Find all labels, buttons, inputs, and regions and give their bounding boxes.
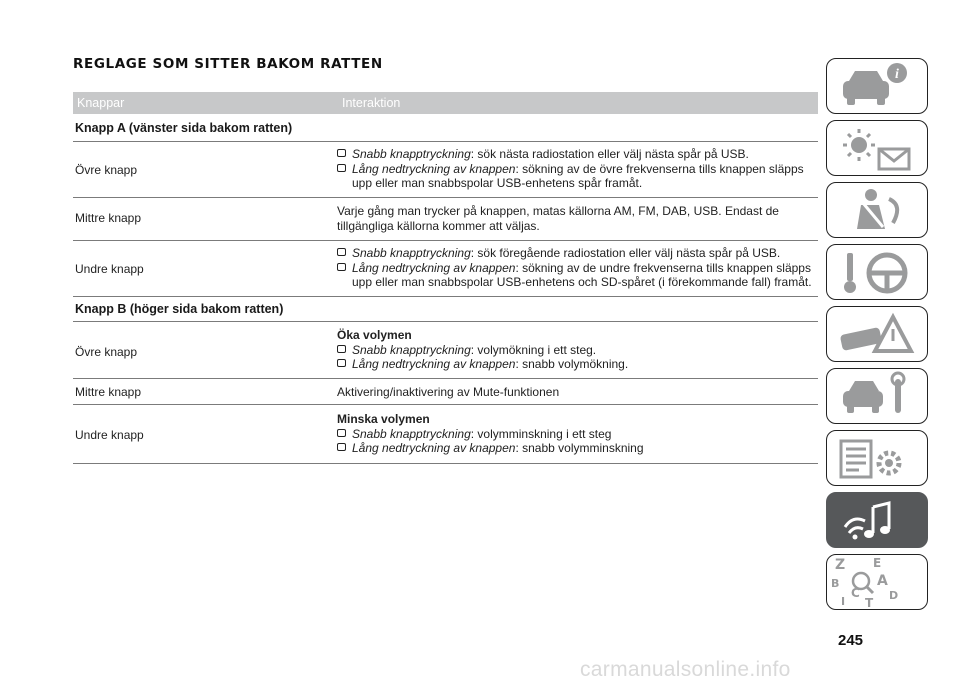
checkbox-bullet-icon: [337, 359, 346, 367]
tab-starting-driving[interactable]: [826, 244, 928, 300]
list-item: [337, 261, 817, 290]
bullet-emphasis: Snabb knapptryckning: [352, 426, 471, 441]
index-letter: E: [873, 556, 882, 570]
checkbox-bullet-icon: [337, 263, 346, 271]
header-col-buttons: Knappar: [77, 96, 125, 110]
index-letter: D: [889, 589, 899, 602]
seatbelt-airbag-icon: [827, 183, 929, 239]
bullet-emphasis: Lång nedtryckning av knappen: [352, 357, 516, 371]
row-label: Övre knapp: [75, 163, 138, 177]
multimedia-icon: [827, 493, 929, 549]
row-description: Varje gång man trycker på knappen, matas källorna AM, FM, DAB, USB. Endast de tillgängliga källorna kommer att väljas.: [337, 204, 779, 233]
bullet-text: : snabb volymminskning: [515, 441, 644, 455]
checkbox-bullet-icon: [337, 248, 346, 256]
list-item: [337, 147, 817, 162]
row-label: Övre knapp: [75, 345, 138, 359]
checkbox-bullet-icon: [337, 149, 346, 157]
index-letter: Z: [835, 557, 846, 573]
tab-index[interactable]: [826, 554, 928, 610]
tab-maintenance[interactable]: [826, 368, 928, 424]
bullet-text: : sökning av de undre frekvenserna tills knappen släpps upp eller man snabbspolar USB-enhetens och SD-spåret (i förekommande fall) framåt.: [352, 260, 812, 289]
bullet-emphasis: Lång nedtryckning av knappen: [352, 161, 516, 176]
watermark: carmanualsonline.info: [580, 658, 791, 681]
list-item: [337, 343, 817, 358]
bullet-emphasis: Snabb knapptryckning: [352, 147, 471, 161]
section-heading-a-text: Knapp A (vänster sida bakom ratten): [75, 121, 293, 135]
technical-data-icon: [827, 431, 929, 487]
bullet-text: : snabb volymökning.: [515, 357, 629, 371]
header-col-interaction: Interaktion: [342, 96, 401, 110]
checkbox-bullet-icon: [337, 429, 346, 437]
row-description: [337, 147, 817, 191]
section-heading-b: [73, 299, 818, 322]
checkbox-bullet-icon: [337, 164, 346, 172]
tab-multimedia[interactable]: [826, 492, 928, 548]
table-row: [73, 198, 818, 241]
row-label: Mittre knapp: [75, 385, 142, 399]
tab-car-info[interactable]: [826, 58, 928, 114]
bullet-text: : volymökning i ett steg.: [470, 342, 597, 357]
list-item: [337, 427, 817, 442]
bullet-emphasis: Snabb knapptryckning: [352, 246, 471, 260]
index-letter: I: [841, 595, 846, 608]
checkbox-bullet-icon: [337, 443, 346, 451]
index-letter: B: [831, 577, 840, 590]
tab-technical-data[interactable]: [826, 430, 928, 486]
key-steering-wheel-icon: [827, 245, 929, 301]
row-label: Undre knapp: [75, 428, 144, 442]
bullet-text: : sökning av de övre frekvenserna tills knappen släpps upp eller man snabbspolar USB-enhetens spår framåt.: [352, 161, 804, 190]
bullet-text: : sök nästa radiostation eller välj nästa spår på USB.: [470, 147, 749, 161]
tab-emergency[interactable]: [826, 306, 928, 362]
list-item: [337, 162, 817, 191]
car-maintenance-icon: [827, 369, 929, 425]
subheading-text: Minska volymen: [337, 412, 430, 426]
row-description: Aktivering/inaktivering av Mute-funktionen: [337, 385, 560, 399]
breakdown-icon: [827, 307, 929, 363]
row-description: [337, 246, 817, 290]
bullet-text: : volymminskning i ett steg: [470, 426, 612, 441]
alphabetical-index-icon: [827, 555, 929, 611]
svg-text:i: i: [895, 67, 899, 82]
page-title: REGLAGE SOM SITTER BAKOM RATTEN: [73, 56, 383, 72]
list-item: [337, 357, 817, 372]
warning-lights-icon: [827, 121, 929, 177]
page-number: 245: [838, 632, 864, 649]
subheading-text: Öka volymen: [337, 328, 412, 342]
row-subheading: [337, 328, 817, 343]
bullet-emphasis: Lång nedtryckning av knappen: [352, 260, 516, 275]
table-header: [73, 92, 818, 114]
index-letter: C: [851, 586, 860, 600]
row-description: [337, 412, 817, 456]
tab-warning-lights[interactable]: [826, 120, 928, 176]
table-row: [73, 379, 818, 405]
checkbox-bullet-icon: [337, 345, 346, 353]
index-letter: A: [877, 573, 888, 589]
table-row: [73, 322, 818, 379]
bullet-text: : sök föregående radiostation eller välj nästa spår på USB.: [470, 246, 781, 260]
table-row: [73, 241, 818, 297]
list-item: [337, 246, 817, 261]
tab-safety[interactable]: [826, 182, 928, 238]
table-row: [73, 405, 818, 464]
bullet-emphasis: Lång nedtryckning av knappen: [352, 441, 516, 455]
section-heading-a: [73, 121, 818, 142]
car-info-icon: [827, 59, 929, 115]
list-item: [337, 441, 817, 456]
row-description: [337, 328, 817, 372]
row-subheading: [337, 412, 817, 427]
section-heading-b-text: Knapp B (höger sida bakom ratten): [75, 302, 284, 316]
index-letter: T: [865, 596, 874, 610]
row-label: Mittre knapp: [75, 211, 142, 225]
table-row: [73, 144, 818, 198]
bullet-emphasis: Snabb knapptryckning: [352, 342, 471, 357]
row-label: Undre knapp: [75, 262, 144, 276]
